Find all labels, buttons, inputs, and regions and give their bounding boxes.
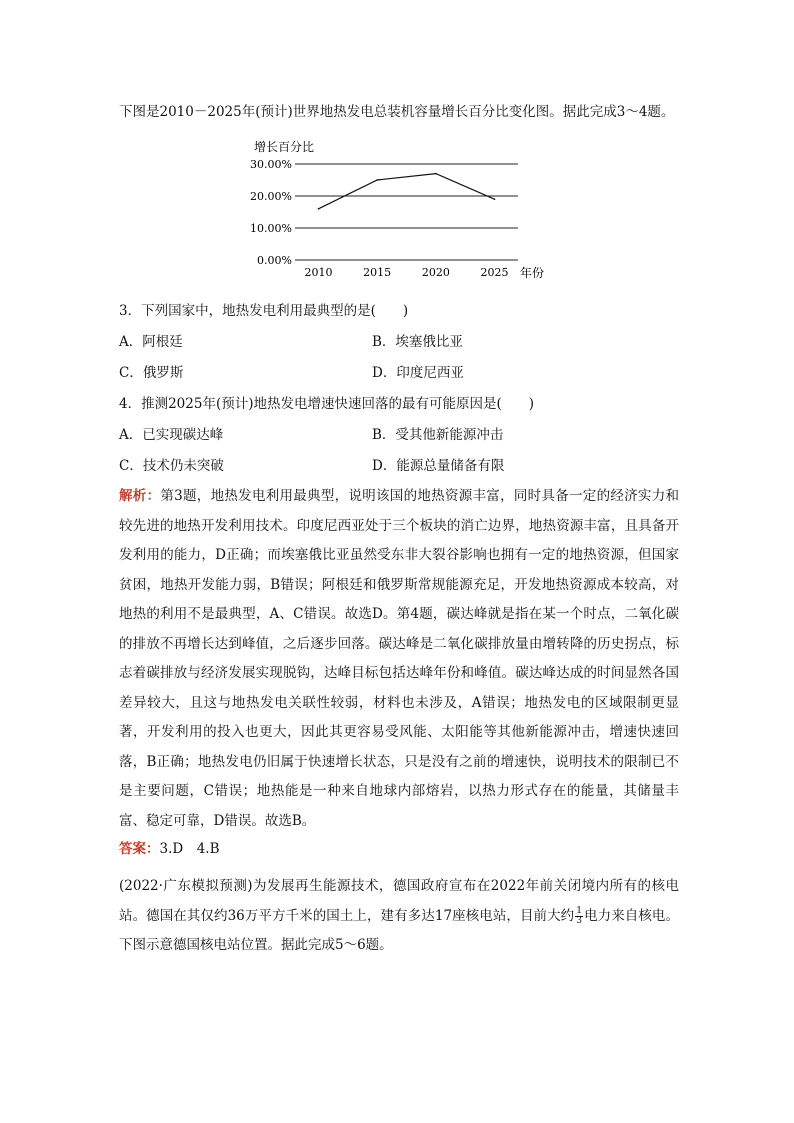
answer-label: 答案： xyxy=(119,841,160,857)
q4-option-a: A．已实现碳达峰 xyxy=(119,427,224,443)
q3-option-a: A．阿根廷 xyxy=(119,334,183,350)
q4-option-d: D．能源总量储备有限 xyxy=(372,458,505,474)
q3-option-c: C．俄罗斯 xyxy=(119,365,184,381)
y-axis-label: 增长百分比 xyxy=(254,140,315,154)
x-tick-label: 2020 xyxy=(421,266,450,279)
answer-line xyxy=(119,835,679,865)
q3-option-b: B．埃塞俄比亚 xyxy=(372,334,463,350)
data-point xyxy=(435,173,437,175)
q3-stem: 3．下列国家中，地热发电利用最典型的是( ) xyxy=(119,303,409,319)
x-tick-label: 2010 xyxy=(304,266,333,279)
q4-option-b: B．受其他新能源冲击 xyxy=(372,427,504,443)
growth-series-line xyxy=(318,174,494,209)
x-tick-labels xyxy=(304,266,508,279)
answer-text: 3.D 4.B xyxy=(159,841,220,857)
q3-option-d: D．印度尼西亚 xyxy=(372,365,464,381)
data-point xyxy=(318,208,320,210)
chart-gridlines xyxy=(295,164,518,260)
q4-option-c: C．技术仍未突破 xyxy=(119,458,224,474)
next-intro-part1: (2022·广东模拟预测)为发展再生能源技术，德国政府宣布在2022年前关闭境内所有的核电站。德国在其仅约36万平方千米的国土上，建有多达17座核电站，目前大约 xyxy=(119,878,679,924)
q4-stem: 4．推测2025年(预计)地热发电增速快速回落的最有可能原因是( ) xyxy=(119,396,535,412)
next-intro-part2: 电力来自核电。下图示意德国核电站位置。据此完成5～6题。 xyxy=(119,907,680,953)
x-tick-label: 2025 xyxy=(480,266,509,279)
growth-line-chart xyxy=(240,136,560,284)
data-point xyxy=(494,198,496,200)
next-question-intro xyxy=(119,872,679,961)
analysis-text: 第3题，地热发电利用最典型，说明该国的地热资源丰富，同时具备一定的经济实力和较先进的地热开发利用技术。印度尼西亚处于三个板块的消亡边界，地热资源丰富，且具备开发利用的能力，D正确；而埃塞俄比亚虽然受东非大裂谷影响也拥有一定的地热资源，但国家贫困，地热开发能力弱，B错误；阿根廷和俄罗斯常规能源充足，开发地热资源成本较高，对地热的利用不是最典型，A、C错误。故选D。第4题，碳达峰就是指在某一个时点，二氧化碳的排放不再增长达到峰值，之后逐步回落。碳达峰是二氧化碳排放量由增转降的历史拐点，标志着碳排放与经济发展实现脱钩，达峰目标包括达峰年份和峰值。碳达峰达成的时间显然各国差异较大，且这与地热发电关联性较弱，材料也未涉及，A错误；地热发电的区域限制更显著，开发利用的投入也更大，因此其更容易受风能、太阳能等其他新能源冲击，增速快速回落，B正确；地热发电仍旧属于快速增长状态，只是没有之前的增速快，说明技术的限制已不是主要问题，C错误；地热能是一种来自地球内部熔岩，以热力形式存在的能量，其储量丰富、稳定可靠，D错误。故选B。 xyxy=(119,488,679,829)
growth-series-points xyxy=(318,173,496,210)
one-third-fraction: $\frac{1}{3}$ xyxy=(576,905,582,926)
x-tick-label: 2015 xyxy=(363,266,392,279)
y-tick-label: 30.00% xyxy=(250,158,292,171)
intro-text: 下图是2010－2025年(预计)世界地热发电总装机容量增长百分比变化图。据此完成3～4题。 xyxy=(119,104,675,120)
x-axis-label: 年份 xyxy=(520,266,545,280)
analysis-paragraph xyxy=(119,482,679,836)
y-tick-label: 20.00% xyxy=(250,190,292,203)
data-point xyxy=(376,179,378,181)
y-tick-label: 10.00% xyxy=(250,222,292,235)
y-tick-label: 0.00% xyxy=(257,254,292,267)
analysis-label: 解析： xyxy=(119,488,161,504)
y-tick-labels xyxy=(250,158,292,267)
